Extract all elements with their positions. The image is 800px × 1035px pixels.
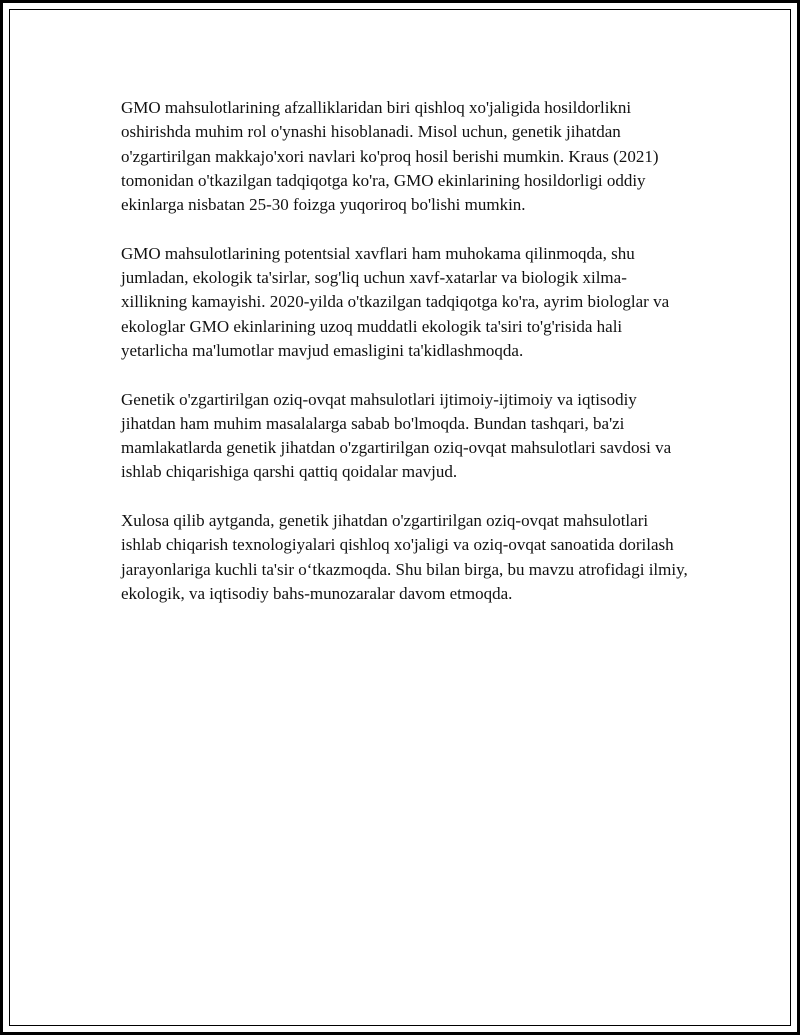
paragraph-risks: GMO mahsulotlarining potentsial xavflari ham muhokama qilinmoqda, shu jumladan, ekologik ta'sirlar, sog'liq uchun xavf-xatarlar va biologik xilma-xillikning kamayishi. 2020-yilda o'tkazilgan tadqiqotga ko'ra, ayrim biologlar va ekologlar GMO ekinlarining uzoq muddatli ekologik ta'siri to'g'risida hali yetarlicha ma'lumotlar mavjud emasligini ta'kidlashmoqda. [121, 243, 670, 360]
document-body [121, 96, 691, 631]
paragraph-socioeconomic: Genetik o'zgartirilgan oziq-ovqat mahsulotlari ijtimoiy-ijtimoiy va iqtisodiy jihatdan ham muhim masalalarga sabab bo'lmoqda. Bundan tashqari, ba'zi mamlakatlarda genetik jihatdan o'zgartirilgan oziq-ovqat mahsulotlari savdosi va ishlab chiqarishiga qarshi qattiq qoidalar mavjud. [121, 389, 672, 482]
paragraph-conclusion: Xulosa qilib aytganda, genetik jihatdan o'zgartirilgan oziq-ovqat mahsulotlari ishlab chiqarish texnologiyalari qishloq xo'jaligi va oziq-ovqat sanoatida dorilash jarayonlariga kuchli ta'sir o‘tkazmoqda. Shu bilan birga, bu mavzu atrofidagi ilmiy, ekologik, va iqtisodiy bahs-munozaralar davom etmoqda. [121, 511, 688, 603]
paragraph-advantages: GMO mahsulotlarining afzalliklaridan biri qishloq xo'jaligida hosildorlikni oshirishda muhim rol o'ynashi hisoblanadi. Misol uchun, genetik jihatdan o'zgartirilgan makkajo'xori navlari ko'proq hosil berishi mumkin. Kraus (2021) tomonidan o'tkazilgan tadqiqotga ko'ra, GMO ekinlarining hosildorligi oddiy ekinlarga nisbatan 25-30 foizga yuqoriroq bo'lishi mumkin. [121, 98, 659, 215]
